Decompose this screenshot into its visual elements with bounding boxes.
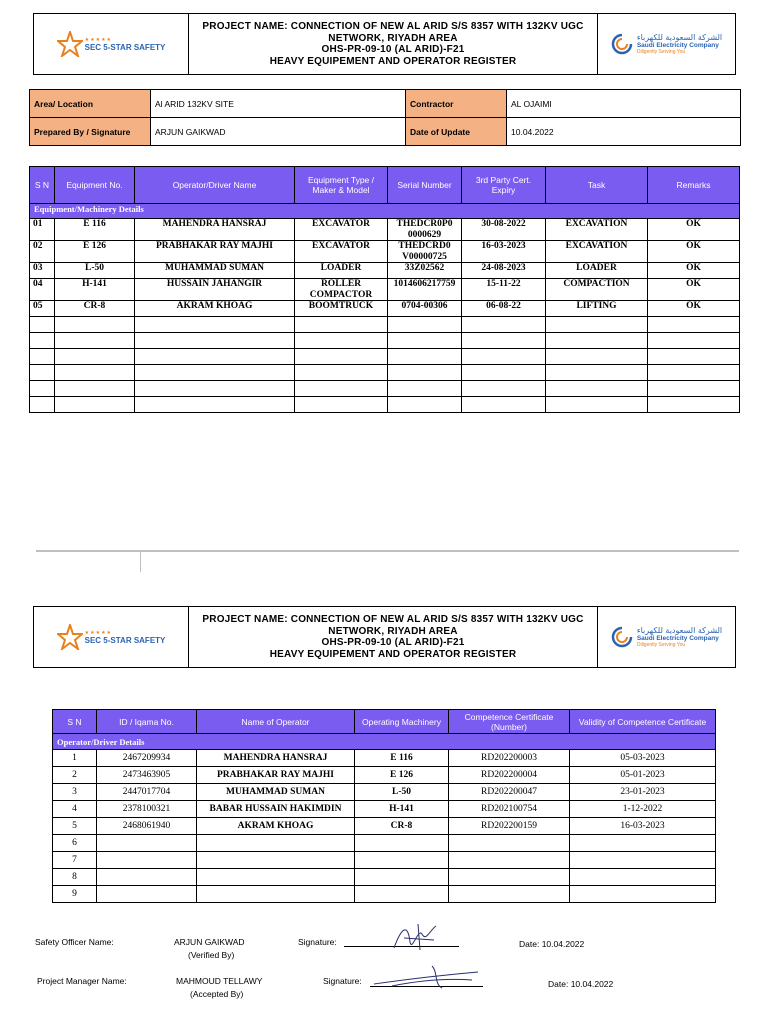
table-cell (449, 852, 570, 869)
table-cell (55, 349, 135, 365)
table-cell: OK (648, 219, 740, 241)
table-cell (648, 317, 740, 333)
col-header: S N (53, 710, 97, 734)
table-cell (197, 869, 355, 886)
table-row (53, 784, 716, 801)
star-icon (57, 624, 83, 650)
table-cell: 7 (53, 852, 97, 869)
table-cell (97, 869, 197, 886)
table-cell (462, 333, 546, 349)
table-cell: 05-01-2023 (570, 767, 716, 784)
table-cell: H-141 (355, 801, 449, 818)
table-cell: E 126 (355, 767, 449, 784)
prepared-by-label: Prepared By / Signature (30, 118, 151, 146)
pm-date-label: Date: 10.04.2022 (548, 979, 614, 989)
table-cell: 2378100321 (97, 801, 197, 818)
table-cell: EXCAVATION (546, 219, 648, 241)
table-cell (648, 381, 740, 397)
pm-date-value: 10.04.2022 (570, 979, 614, 989)
safety-officer-name: ARJUN GAIKWAD (174, 937, 245, 947)
table-cell: E 126 (55, 241, 135, 263)
table-cell (355, 852, 449, 869)
table-cell (135, 381, 295, 397)
table-cell (546, 317, 648, 333)
table-cell: CR-8 (55, 301, 135, 317)
table-cell (30, 397, 55, 413)
table-cell (570, 886, 716, 903)
header-box-page1 (33, 13, 736, 75)
table-row (53, 818, 716, 835)
table-cell (135, 365, 295, 381)
table-cell: 2467209934 (97, 750, 197, 767)
date-of-update-label: Date of Update (406, 118, 507, 146)
table-cell: 15-11-22 (462, 279, 546, 301)
saudi-electricity-logo: الشركة السعودية للكهرباء Saudi Electricity Company Diligently Serving You (597, 14, 735, 74)
table-cell: MUHAMMAD SUMAN (197, 784, 355, 801)
table-cell: 2447017704 (97, 784, 197, 801)
col-header: Remarks (648, 167, 740, 204)
safety-officer-role: (Verified By) (188, 950, 235, 960)
table-cell (55, 317, 135, 333)
table-cell: H-141 (55, 279, 135, 301)
table-cell (55, 397, 135, 413)
equipment-rows (30, 219, 740, 413)
table-cell: 33Z02562 (388, 263, 462, 279)
table-cell (546, 349, 648, 365)
table-cell (197, 852, 355, 869)
table-cell: MUHAMMAD SUMAN (135, 263, 295, 279)
signature-label: Signature: (323, 976, 362, 986)
table-cell (570, 852, 716, 869)
table-cell: 1 (53, 750, 97, 767)
table-cell: RD202100754 (449, 801, 570, 818)
table-row-empty (30, 381, 740, 397)
table-cell: HUSSAIN JAHANGIR (135, 279, 295, 301)
sec-emblem-icon (611, 626, 633, 648)
table-cell: 4 (53, 801, 97, 818)
page-divider (36, 550, 739, 552)
table-row-empty (30, 333, 740, 349)
table-cell (135, 333, 295, 349)
table-cell (648, 365, 740, 381)
table-cell (462, 317, 546, 333)
area-value: Al ARID 132KV SITE (151, 90, 406, 118)
table-row (53, 886, 716, 903)
table-row-empty (30, 397, 740, 413)
date-of-update-value: 10.04.2022 (507, 118, 741, 146)
table-cell: ROLLER COMPACTOR (295, 279, 388, 301)
table-cell (295, 349, 388, 365)
table-cell (388, 317, 462, 333)
table-row (30, 241, 740, 263)
table-cell: OK (648, 301, 740, 317)
col-header: Validity of Competence Certificate (570, 710, 716, 734)
table-cell: 1-12-2022 (570, 801, 716, 818)
table-cell (462, 381, 546, 397)
table-cell: 04 (30, 279, 55, 301)
signature-label: Signature: (298, 937, 337, 947)
table-row (53, 835, 716, 852)
table-cell (388, 397, 462, 413)
table-cell (570, 869, 716, 886)
table-cell: RD202200047 (449, 784, 570, 801)
project-manager-signature-icon (372, 962, 482, 992)
table-row (30, 301, 740, 317)
table-cell: EXCAVATOR (295, 219, 388, 241)
table-row (53, 869, 716, 886)
table-cell: RD202200159 (449, 818, 570, 835)
col-header: Equipment No. (55, 167, 135, 204)
table-cell: LOADER (546, 263, 648, 279)
table-row-empty (30, 365, 740, 381)
table-row (53, 750, 716, 767)
contractor-value: AL OJAIMI (507, 90, 741, 118)
table-cell (388, 333, 462, 349)
table-row (53, 852, 716, 869)
table-cell (546, 381, 648, 397)
table-cell (355, 886, 449, 903)
table-cell (546, 333, 648, 349)
table-cell: OK (648, 241, 740, 263)
table-cell (30, 333, 55, 349)
table-cell (97, 835, 197, 852)
sec-emblem-icon (611, 33, 633, 55)
table-cell: 16-03-2023 (570, 818, 716, 835)
table-cell (355, 835, 449, 852)
table-cell (449, 886, 570, 903)
table-cell: 0704-00306 (388, 301, 462, 317)
table-cell: E 116 (355, 750, 449, 767)
document-title: PROJECT NAME: CONNECTION OF NEW AL ARID S/S 8357 WITH 132KV UGC NETWORK, RIYADH AREA OHS-PR-09-10 (AL ARID)-F21 HEAVY EQUIPEMENT AND OPERATOR REGISTER (202, 21, 584, 67)
table-cell: RD202200004 (449, 767, 570, 784)
table-cell: 02 (30, 241, 55, 263)
table-cell (30, 365, 55, 381)
table-cell: 05 (30, 301, 55, 317)
table-cell: L-50 (55, 263, 135, 279)
table-cell: OK (648, 279, 740, 301)
table-cell: LOADER (295, 263, 388, 279)
table-cell: BOOMTRUCK (295, 301, 388, 317)
operator-table (52, 709, 716, 903)
table-cell: BABAR HUSSAIN HAKIMDIN (197, 801, 355, 818)
table-cell (462, 397, 546, 413)
col-header: 3rd Party Cert. Expiry (462, 167, 546, 204)
table-cell: L-50 (355, 784, 449, 801)
table-cell: 05-03-2023 (570, 750, 716, 767)
table-cell: PRABHAKAR RAY MAJHI (197, 767, 355, 784)
col-header: ID / Iqama No. (97, 710, 197, 734)
table-cell (55, 333, 135, 349)
table-cell: THEDCRD0 V00000725 (388, 241, 462, 263)
table-cell (55, 381, 135, 397)
table-cell: 01 (30, 219, 55, 241)
col-header: Operator/Driver Name (135, 167, 295, 204)
operator-caption: Operator/Driver Details (53, 734, 716, 750)
col-header: Task (546, 167, 648, 204)
table-cell (30, 381, 55, 397)
table-cell (388, 365, 462, 381)
table-cell (449, 869, 570, 886)
safety-officer-signature-icon (390, 920, 440, 956)
star-icon (57, 31, 83, 57)
saudi-electricity-logo: الشركة السعودية للكهرباء Saudi Electricity Company Diligently Serving You (597, 607, 735, 667)
table-cell (648, 397, 740, 413)
table-cell (295, 317, 388, 333)
safety-date-label: Date: 10.04.2022 (519, 939, 585, 949)
table-cell: 06-08-22 (462, 301, 546, 317)
table-cell: MAHENDRA HANSRAJ (135, 219, 295, 241)
table-cell (295, 365, 388, 381)
info-table (29, 89, 741, 146)
table-cell: 1014606217759 (388, 279, 462, 301)
table-cell (97, 852, 197, 869)
table-cell: 5 (53, 818, 97, 835)
table-cell: E 116 (55, 219, 135, 241)
project-manager-name: MAHMOUD TELLAWY (176, 976, 263, 986)
table-cell: COMPACTION (546, 279, 648, 301)
table-cell: 6 (53, 835, 97, 852)
table-cell: EXCAVATION (546, 241, 648, 263)
table-cell (546, 397, 648, 413)
table-cell (295, 397, 388, 413)
table-cell: THEDCR0P0 0000629 (388, 219, 462, 241)
document-title: PROJECT NAME: CONNECTION OF NEW AL ARID S/S 8357 WITH 132KV UGC NETWORK, RIYADH AREA OHS-PR-09-10 (AL ARID)-F21 HEAVY EQUIPEMENT AND OPERATOR REGISTER (202, 614, 584, 660)
table-cell: 2 (53, 767, 97, 784)
table-cell (135, 349, 295, 365)
sec-5-star-safety-logo: ★★★★★ SEC 5-STAR SAFETY (34, 14, 189, 74)
equipment-table (29, 166, 740, 413)
table-cell: AKRAM KHOAG (197, 818, 355, 835)
table-cell (30, 349, 55, 365)
table-cell (97, 886, 197, 903)
table-cell: 2468061940 (97, 818, 197, 835)
table-cell (462, 349, 546, 365)
project-manager-label: Project Manager Name: (37, 976, 127, 986)
project-manager-role: (Accepted By) (190, 989, 244, 999)
table-row-empty (30, 349, 740, 365)
table-cell: EXCAVATOR (295, 241, 388, 263)
prepared-by-value: ARJUN GAIKWAD (151, 118, 406, 146)
table-row (30, 279, 740, 301)
operator-rows (53, 750, 716, 903)
sec-5-star-safety-logo: ★★★★★ SEC 5-STAR SAFETY (34, 607, 189, 667)
table-cell (449, 835, 570, 852)
table-cell (135, 397, 295, 413)
safety-officer-label: Safety Officer Name: (35, 937, 114, 947)
table-cell (388, 349, 462, 365)
table-row (53, 801, 716, 818)
table-cell (197, 886, 355, 903)
table-cell: 8 (53, 869, 97, 886)
equipment-caption: Equipment/Machinery Details (30, 204, 740, 219)
table-row-empty (30, 317, 740, 333)
table-cell: 3 (53, 784, 97, 801)
safety-date-value: 10.04.2022 (541, 939, 585, 949)
table-cell: 03 (30, 263, 55, 279)
table-cell: CR-8 (355, 818, 449, 835)
table-cell: 9 (53, 886, 97, 903)
table-cell (648, 349, 740, 365)
table-cell (197, 835, 355, 852)
table-cell: RD202200003 (449, 750, 570, 767)
table-cell: 24-08-2023 (462, 263, 546, 279)
table-cell: 23-01-2023 (570, 784, 716, 801)
table-cell (648, 333, 740, 349)
col-header: Serial Number (388, 167, 462, 204)
table-cell: 2473463905 (97, 767, 197, 784)
table-cell: OK (648, 263, 740, 279)
table-cell (546, 365, 648, 381)
table-cell (295, 381, 388, 397)
table-cell (30, 317, 55, 333)
contractor-label: Contractor (406, 90, 507, 118)
table-cell: AKRAM KHOAG (135, 301, 295, 317)
table-row (53, 767, 716, 784)
table-cell: 30-08-2022 (462, 219, 546, 241)
table-cell: MAHENDRA HANSRAJ (197, 750, 355, 767)
table-cell: PRABHAKAR RAY MAJHI (135, 241, 295, 263)
table-cell (295, 333, 388, 349)
col-header: Name of Operator (197, 710, 355, 734)
table-cell (135, 317, 295, 333)
table-cell (570, 835, 716, 852)
table-cell (388, 381, 462, 397)
page-divider-tick (140, 552, 141, 572)
table-row (30, 219, 740, 241)
header-box-page2 (33, 606, 736, 668)
table-cell: LIFTING (546, 301, 648, 317)
col-header: Competence Certificate (Number) (449, 710, 570, 734)
table-cell (355, 869, 449, 886)
col-header: Equipment Type / Maker & Model (295, 167, 388, 204)
table-cell (462, 365, 546, 381)
col-header: Operating Machinery (355, 710, 449, 734)
table-cell: 16-03-2023 (462, 241, 546, 263)
table-row (30, 263, 740, 279)
table-cell (55, 365, 135, 381)
col-header: S N (30, 167, 55, 204)
area-label: Area/ Location (30, 90, 151, 118)
